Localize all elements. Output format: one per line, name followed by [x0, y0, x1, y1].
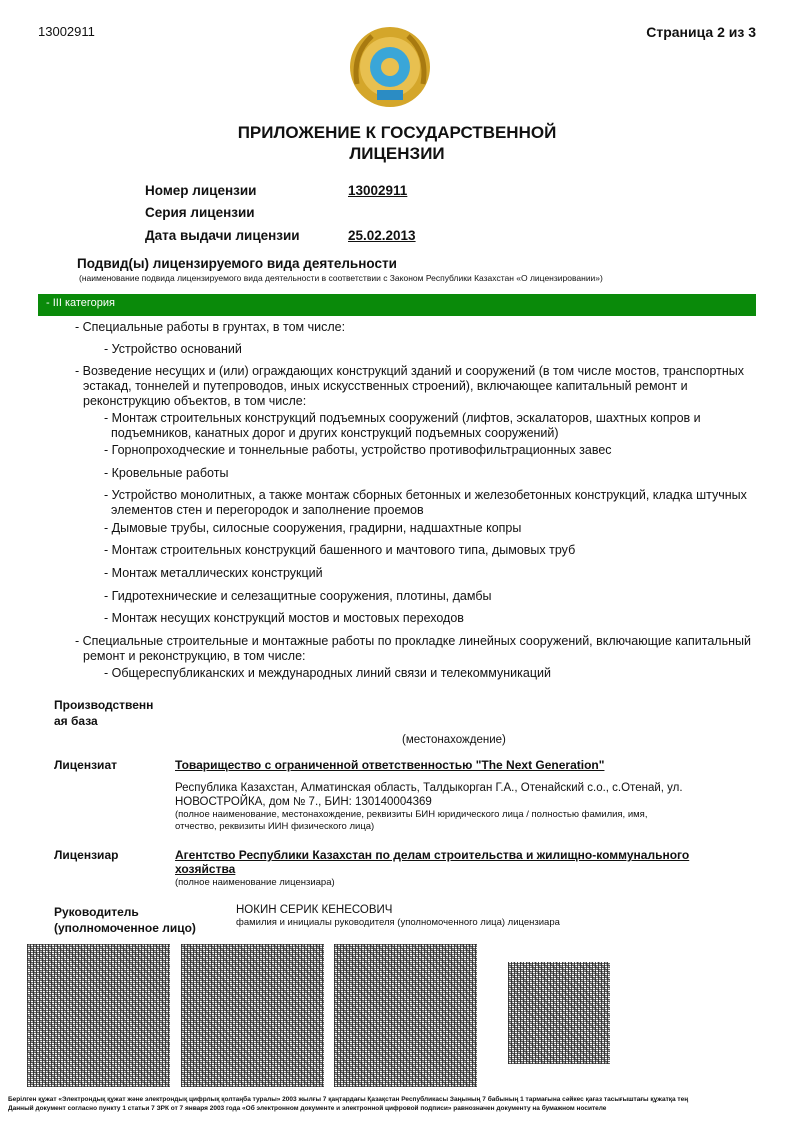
list-item: - Монтаж строительных конструкций подъемных сооружений (лифтов, эскалаторов, шахтных копров и [104, 411, 701, 425]
subtype-note: (наименование подвида лицензируемого вида деятельности в соответствии с Законом Республики Казахстан «О лицензировании») [79, 273, 603, 283]
list-item: элементов стен и перегородок и заполнение проемов [111, 503, 424, 517]
category-bar: - III категория [38, 294, 756, 316]
qr-code [181, 944, 324, 1087]
licensor-note: (полное наименование лицензиара) [175, 877, 335, 888]
licensee-name: Товарищество с ограниченной ответственностью "The Next Generation" [175, 758, 605, 772]
list-item: - Специальные работы в грунтах, в том числе: [75, 320, 346, 334]
list-item: - Монтаж несущих конструкций мостов и мостовых переходов [104, 611, 464, 625]
subtype-heading: Подвид(ы) лицензируемого вида деятельности [77, 256, 397, 271]
license-number-value: 13002911 [348, 183, 408, 198]
licensee-label: Лицензиат [54, 758, 117, 772]
list-item: эстакад, тоннелей и путепроводов, иных искусственных строений), включающее капитальный ремонт и [83, 379, 688, 393]
head-label: Руководитель (уполномоченное лицо) [54, 905, 196, 935]
licensee-note: (полное наименование, местонахождение, реквизиты БИН юридического лица / полностью фамилия, имя, отчество, реквизиты ИИН физического лица) [175, 809, 648, 832]
list-item: - Устройство оснований [104, 342, 242, 356]
qr-code [334, 944, 477, 1087]
list-item: - Кровельные работы [104, 466, 229, 480]
list-item: реконструкцию объектов, в том числе: [83, 394, 307, 408]
legal-footer: Берілген құжат «Электрондық құжат және электрондық цифрлық қолтаңба туралы» 2003 жылғы 7 қаңтардағы Қазақстан Республикасы Заңының 7 бабының 1 тармағына сәйкес қағаз тасығыштағы құжатқа тең Данный документ согласно пункту 1 статьи 7 ЗРК от 7 января 2003 года «Об электронном документе и электронной цифровой подписи» равнозначен документу на бумажном носителе [8, 1096, 689, 1112]
list-item: ремонт и реконструкцию, в том числе: [83, 649, 306, 663]
list-item: подъемников, канатных дорог и других конструкций подъемных сооружений) [111, 426, 559, 440]
list-item: - Дымовые трубы, силосные сооружения, градирни, надшахтные копры [104, 521, 522, 535]
list-item: - Специальные строительные и монтажные работы по прокладке линейных сооружений, включающие капитальный [75, 634, 751, 648]
production-base-label: Производственн ая база [54, 698, 154, 728]
list-item: - Возведение несущих и (или) ограждающих конструкций зданий и сооружений (в том числе мостов, транспортных [75, 364, 745, 378]
list-item: - Устройство монолитных, а также монтаж сборных бетонных и железобетонных конструкций, кладка штучных [104, 488, 747, 502]
qr-code [27, 944, 170, 1087]
licensor-name: Агентство Республики Казахстан по делам строительства и жилищно-коммунального хозяйства [175, 848, 690, 876]
licensor-label: Лицензиар [54, 848, 119, 862]
head-name: НОКИН СЕРИК КЕНЕСОВИЧ [236, 904, 393, 916]
document-number: 13002911 [38, 24, 95, 39]
state-emblem-icon [347, 24, 433, 110]
list-item: - Гидротехнические и селезащитные сооружения, плотины, дамбы [104, 589, 492, 603]
list-item: - Горнопроходческие и тоннельные работы, устройство противофильтрационных завес [104, 443, 612, 457]
list-item: - Монтаж металлических конструкций [104, 566, 323, 580]
document-title: ПРИЛОЖЕНИЕ К ГОСУДАРСТВЕННОЙ ЛИЦЕНЗИИ [237, 123, 557, 163]
list-item: - Монтаж строительных конструкций башенного и мачтового типа, дымовых труб [104, 543, 576, 557]
head-note: фамилия и инициалы руководителя (уполномоченного лица) лицензиара [236, 917, 560, 928]
license-date-value: 25.02.2013 [348, 228, 416, 243]
licensee-address: Республика Казахстан, Алматинская область, Талдыкорган Г.А., Отенайский с.о., с.Отенай, ул. НОВОСТРОЙКА, дом № 7., БИН: 130140004369 [175, 782, 683, 808]
page-indicator: Страница 2 из 3 [646, 24, 756, 40]
qr-code [508, 962, 610, 1064]
list-item: - Общереспубликанских и международных линий связи и телекоммуникаций [104, 666, 551, 680]
license-number-label: Номер лицензии [145, 183, 257, 198]
location-note: (местонахождение) [402, 734, 506, 746]
license-date-label: Дата выдачи лицензии [145, 228, 300, 243]
license-series-label: Серия лицензии [145, 205, 255, 220]
